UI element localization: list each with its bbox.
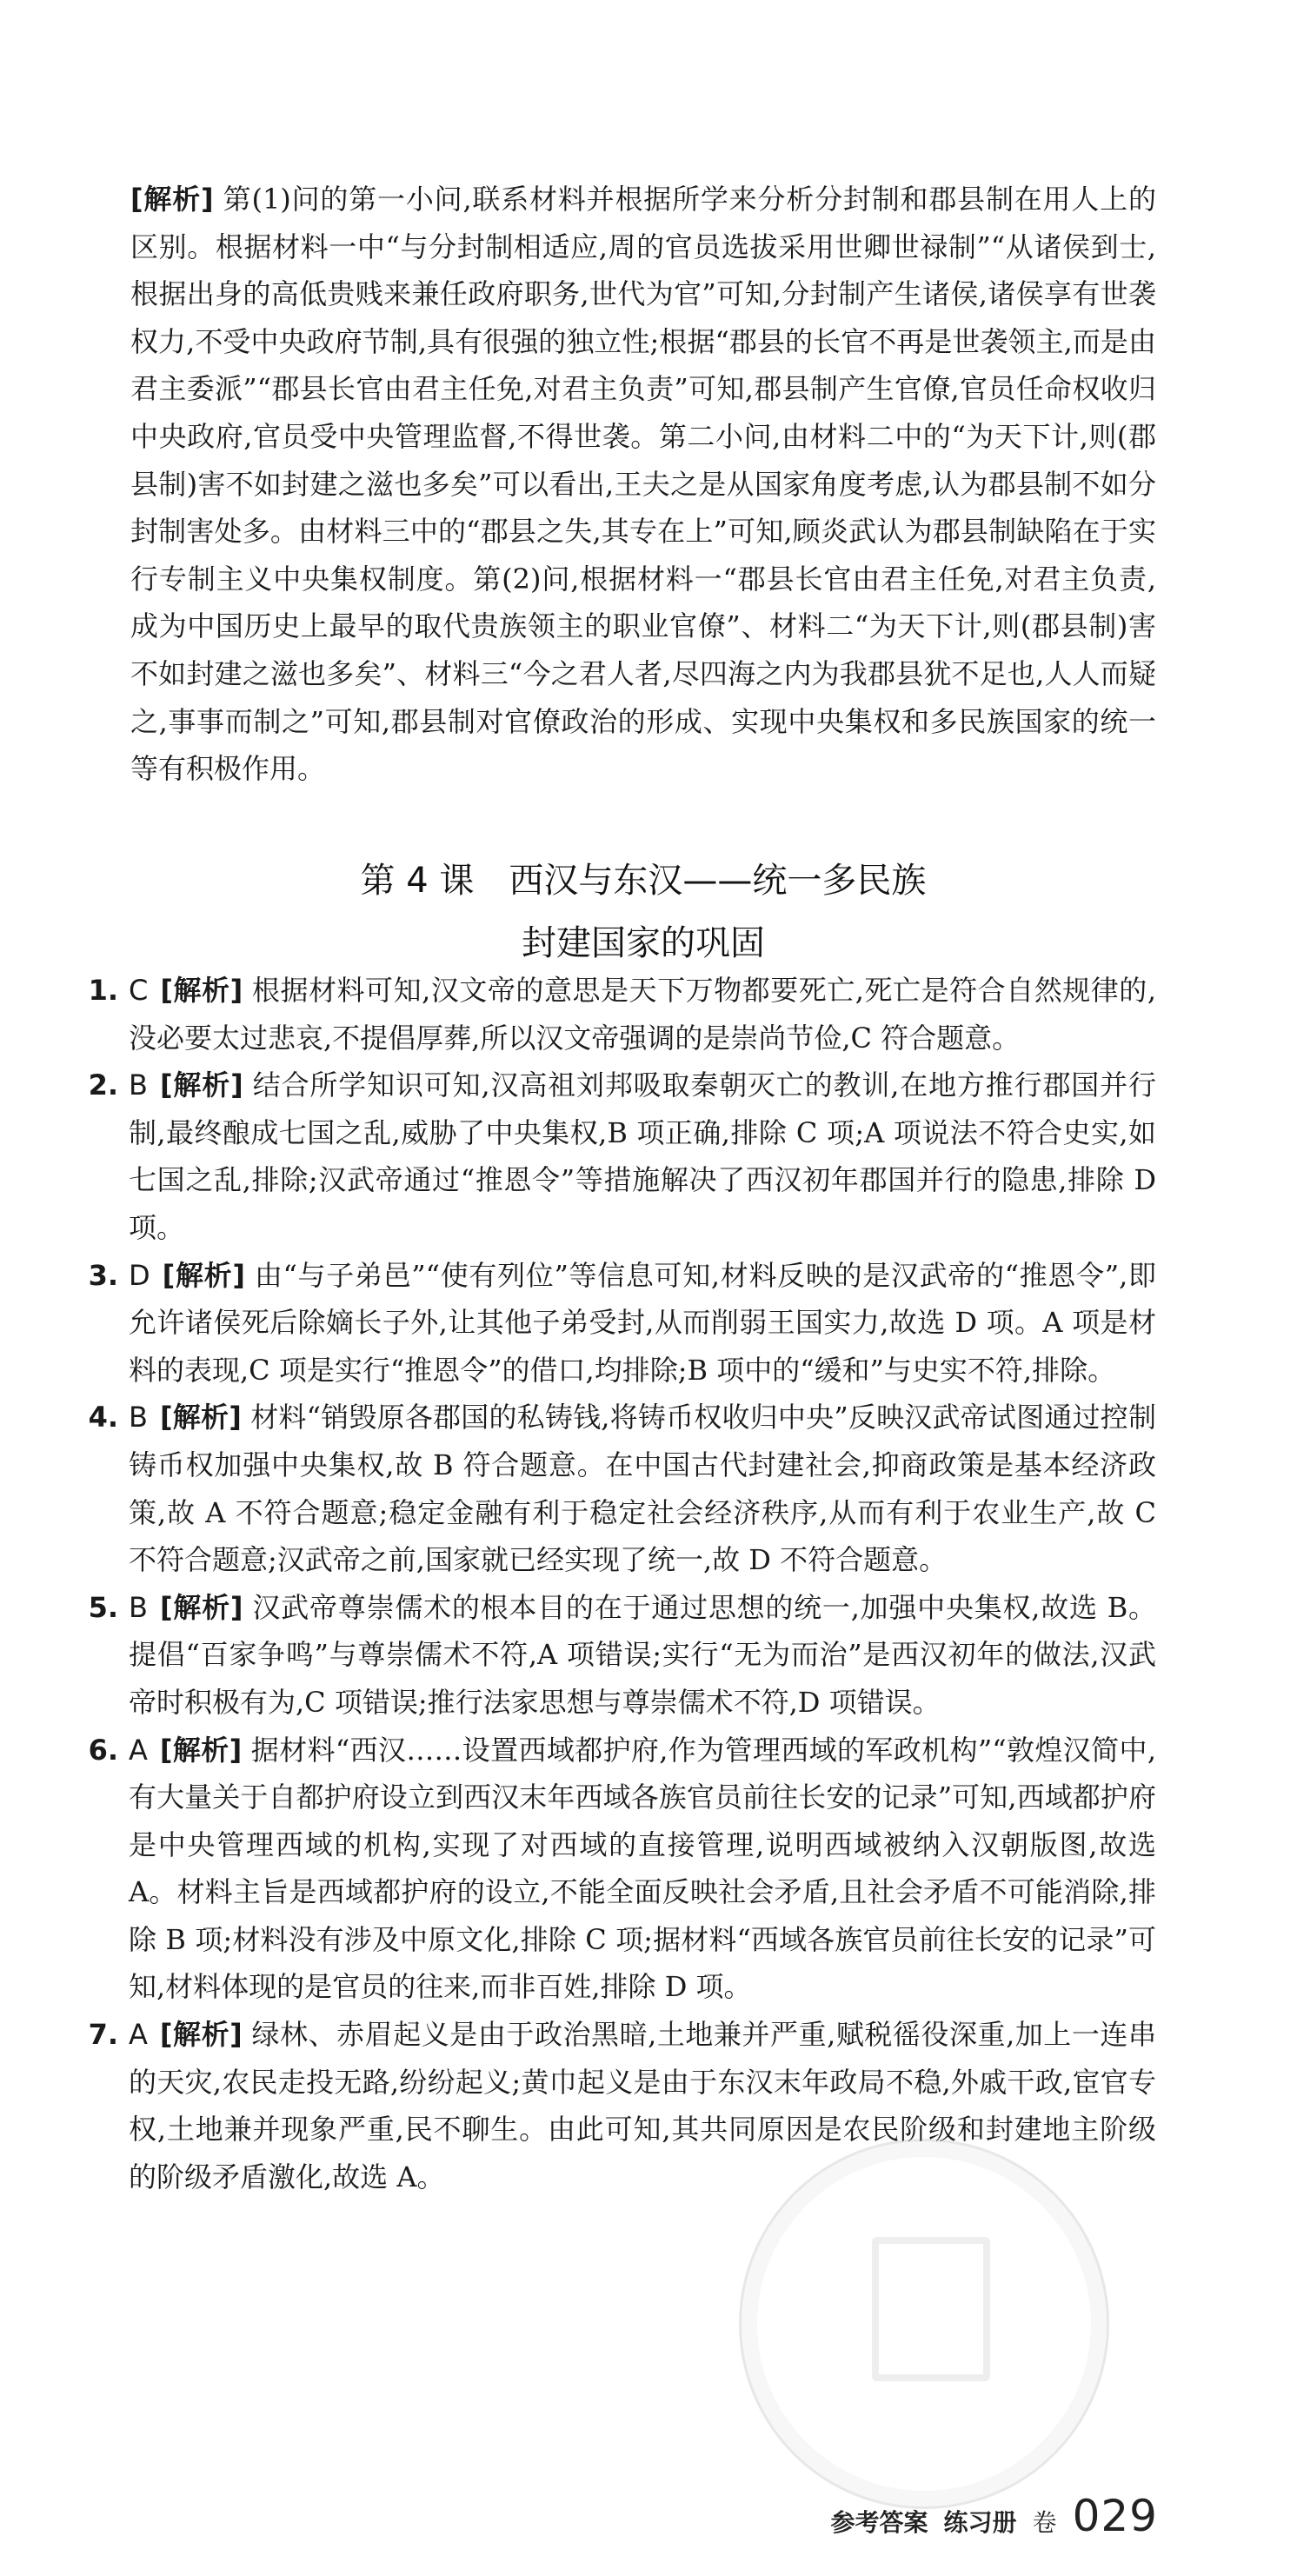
analysis-paragraph	[130, 176, 1156, 793]
lesson-title-line2: 封建国家的巩固	[522, 923, 765, 963]
item-answer: B	[129, 1590, 148, 1624]
item-text: 据材料“西汉……设置西域都护府,作为管理西域的军政机构”“敦煌汉简中,有大量关于自都护府设立到西汉末年西域各族官员前往长安的记录”可知,西域都护府是中央管理西域的机构,实现了对西域的直接管理,说明西域被纳入汉朝版图,故选 A。材料主旨是西域都护府的设立,不能全面反映社会矛盾,且社会矛盾不可能消除,排除 B 项;材料没有涉及中原文化,排除 C 项;据材料“西域各族官员前往长安的记录”可知,材料体现的是官员的往来,而非百姓,排除 D 项。	[129, 1733, 1156, 2004]
analysis-text: 第(1)问的第一小问,联系材料并根据所学来分析分封制和郡县制在用人上的区别。根据材料一中“与分封制相适应,周的官员选拔采用世卿世禄制”“从诸侯到士,根据出身的高低贵贱来兼任政府职务,世代为官”可知,分封制产生诸侯,诸侯享有世袭权力,不受中央政府节制,具有很强的独立性;根据“郡县的长官不再是世袭领主,而是由君主委派”“郡县长官由君主任免,对君主负责”可知,郡县制产生官僚,官员任命权收归中央政府,官员受中央管理监督,不得世袭。第二小问,由材料二中的“为天下计,则(郡县制)害不如封建之滋也多矣”可以看出,王夫之是从国家角度考虑,认为郡县制不如分封制害处多。由材料三中的“郡县之失,其专在上”可知,顾炎武认为郡县制缺陷在于实行专制主义中央集权制度。第(2)问,根据材料一“郡县长官由君主任免,对君主负责,成为中国历史上最早的取代贵族领主的职业官僚”、材料二“为天下计,则(郡县制)害不如封建之滋也多矣”、材料三“今之君人者,尽四海之内为我郡县犹不足也,人人而疑之,事事而制之”可知,郡县制对官僚政治的形成、实现中央集权和多民族国家的统一等有积极作用。	[130, 183, 1156, 786]
item-text: 由“与子弟邑”“使有列位”等信息可知,材料反映的是汉武帝的“推恩令”,即允许诸侯死后除嫡长子外,让其他子弟受封,从而削弱王国实力,故选 D 项。A 项是材料的表现,C 项是实行“推恩令”的借口,均排除;B 项中的“缓和”与史实不符,排除。	[129, 1258, 1156, 1387]
item-text: 根据材料可知,汉文帝的意思是天下万物都要死亡,死亡是符合自然规律的,没必要太过悲哀,不提倡厚葬,所以汉文帝强调的是崇尚节俭,C 符合题意。	[129, 974, 1156, 1055]
answer-item-3	[70, 1252, 1156, 1395]
footer-book-label: 练习册	[943, 2508, 1017, 2537]
item-text: 汉武帝尊崇儒术的根本目的在于通过思想的统一,加强中央集权,故选 B。提倡“百家争鸣”与尊崇儒术不符,A 项错误;实行“无为而治”是西汉初年的做法,汉武帝时积极有为,C 项错误;推行法家思想与尊崇儒术不符,D 项错误。	[129, 1590, 1156, 1719]
item-number: 7.	[88, 2018, 118, 2052]
item-number: 4.	[88, 1401, 118, 1434]
footer-volume-label: 卷	[1032, 2508, 1057, 2537]
analysis-label: [解析]	[159, 1590, 243, 1624]
page-footer	[831, 2491, 1158, 2552]
item-number: 5.	[88, 1590, 118, 1624]
answer-item-4	[70, 1394, 1156, 1583]
item-text: 结合所学知识可知,汉高祖刘邦吸取秦朝灭亡的教训,在地方推行郡国并行制,最终酿成七国之乱,威胁了中央集权,B 项正确,排除 C 项;A 项说法不符合史实,如七国之乱,排除;汉武帝通过“推恩令”等措施解决了西汉初年郡国并行的隐患,排除 D 项。	[129, 1068, 1156, 1244]
item-number: 1.	[88, 974, 118, 1007]
item-answer: A	[129, 1733, 148, 1767]
analysis-label: [解析]	[159, 1401, 242, 1434]
item-answer: B	[129, 1068, 148, 1102]
library-stamp	[739, 2139, 1109, 2509]
item-answer: A	[129, 2018, 148, 2052]
item-answer: B	[129, 1401, 148, 1434]
answer-item-6	[70, 1727, 1156, 2012]
analysis-label: [解析]	[162, 1258, 245, 1292]
answer-item-1	[70, 967, 1156, 1062]
answer-item-2	[70, 1062, 1156, 1251]
analysis-label: [解析]	[159, 1733, 243, 1767]
answer-list	[70, 967, 1156, 2200]
analysis-label: [解析]	[159, 2018, 243, 2052]
item-text: 材料“销毁原各郡国的私铸钱,将铸币权收归中央”反映汉武帝试图通过控制铸币权加强中央集权,故 B 符合题意。在中国古代封建社会,抑商政策是基本经济政策,故 A 不符合题意;稳定金融有利于稳定社会经济秩序,从而有利于农业生产,故 C 不符合题意;汉武帝之前,国家就已经实现了统一,故 D 不符合题意。	[129, 1401, 1156, 1577]
item-number: 2.	[88, 1068, 118, 1102]
answer-item-5	[70, 1584, 1156, 1727]
item-text: 绿林、赤眉起义是由于政治黑暗,土地兼并严重,赋税徭役深重,加上一连串的天灾,农民走投无路,纷纷起义;黄巾起义是由于东汉末年政局不稳,外戚干政,宦官专权,土地兼并现象严重,民不聊生。由此可知,其共同原因是农民阶级和封建地主阶级的阶级矛盾激化,故选 A。	[129, 2018, 1156, 2193]
item-answer: D	[129, 1258, 150, 1292]
analysis-label: [解析]	[159, 1068, 243, 1102]
page-number: 029	[1072, 2491, 1158, 2541]
lesson-title-line1: 第 4 课 西汉与东汉——统一多民族	[360, 861, 927, 901]
item-number: 6.	[88, 1733, 118, 1767]
analysis-label: [解析]	[130, 183, 214, 216]
item-number: 3.	[88, 1258, 118, 1292]
item-answer: C	[129, 974, 149, 1007]
analysis-label: [解析]	[160, 974, 243, 1007]
footer-reference-label: 参考答案	[830, 2508, 928, 2537]
